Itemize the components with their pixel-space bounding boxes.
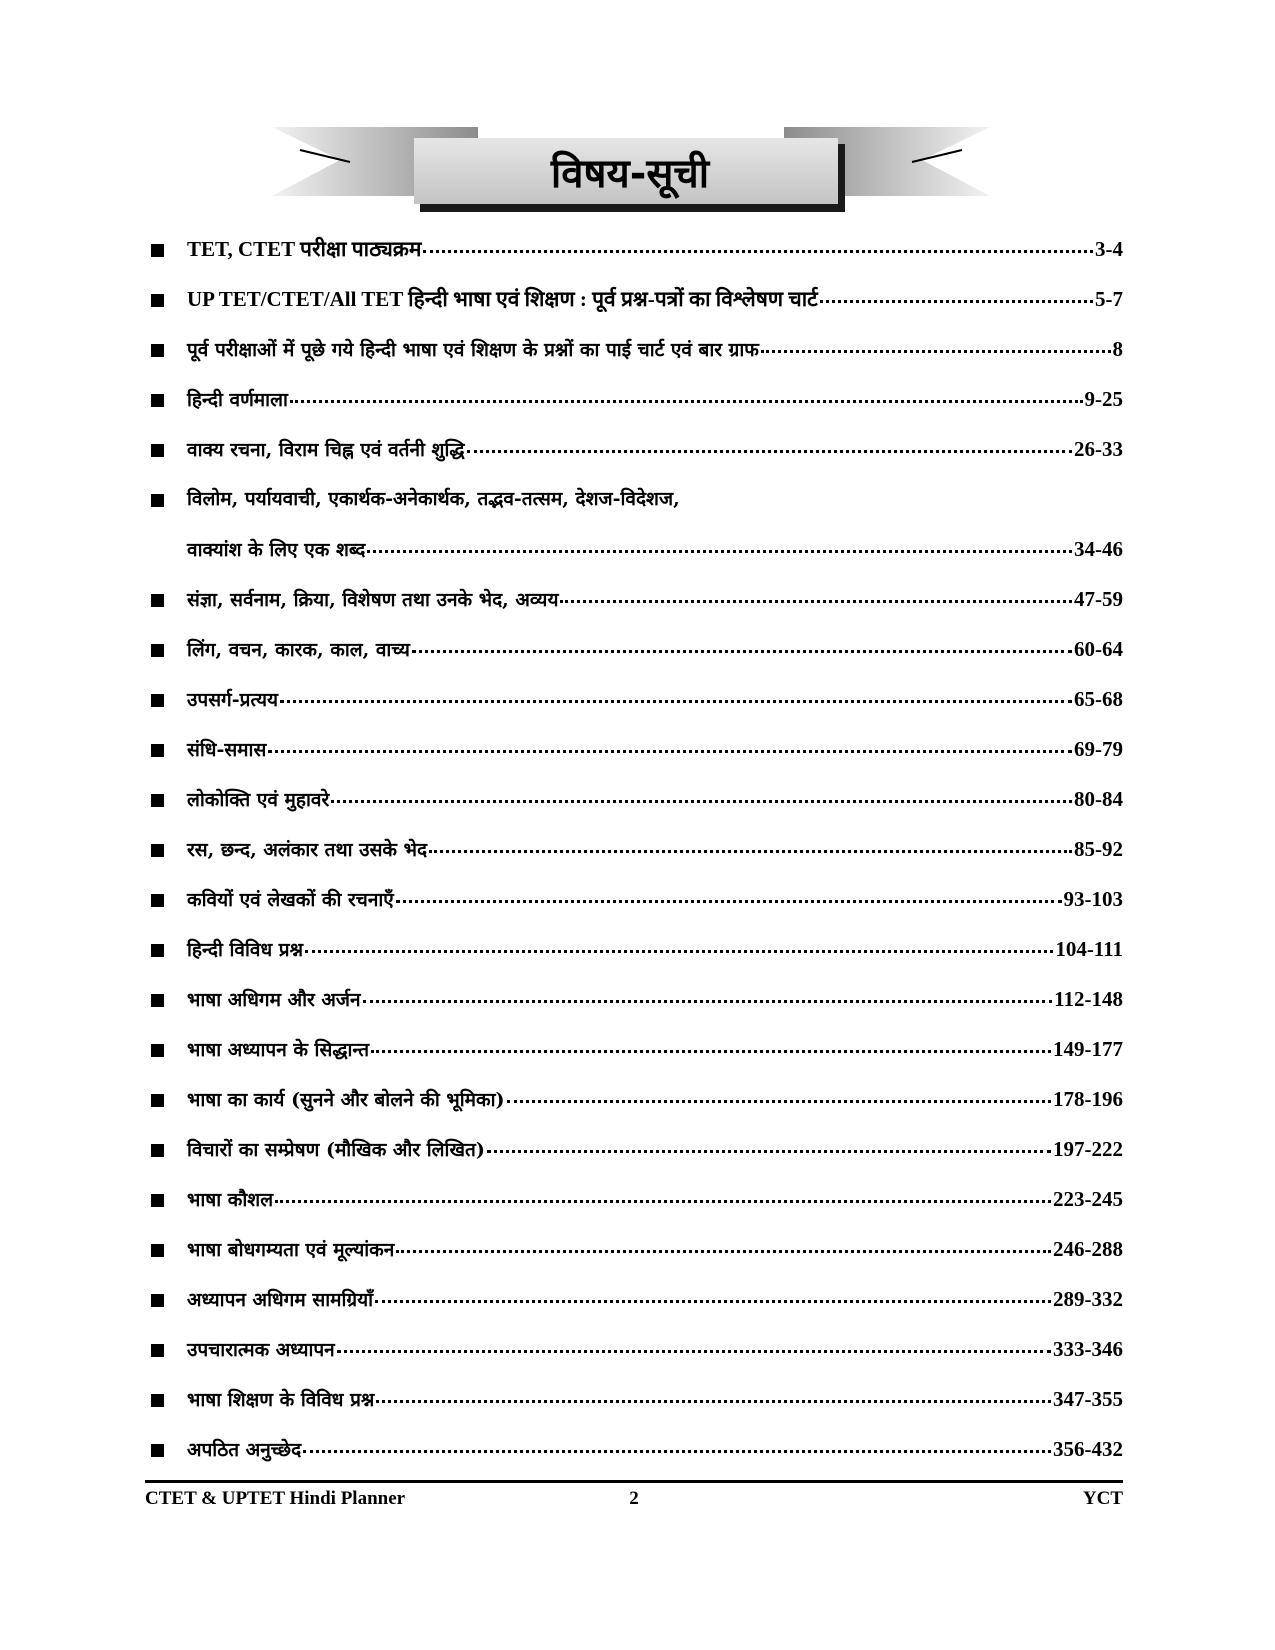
toc-item-pages: 246-288 [1053,1237,1123,1261]
toc-item-title: भाषा का कार्य (सुनने और बोलने की भूमिका) [187,1089,505,1111]
book-title: CTET & UPTET Hindi Planner [145,1488,406,1509]
toc-item-pages: 104-111 [1055,937,1123,961]
toc-item[interactable] [145,382,1123,432]
leader-dots [367,550,1072,553]
square-bullet-icon [151,644,164,657]
leader-dots [423,250,1093,253]
header-banner [0,0,1275,230]
toc-item[interactable] [145,1382,1123,1432]
toc-item-title-continued: वाक्यांश के लिए एक शब्द [187,539,366,561]
toc-item[interactable] [145,432,1123,482]
leader-dots [396,900,1062,903]
leader-dots [371,1050,1051,1053]
toc-item[interactable] [145,582,1123,632]
toc-item-pages: 112-148 [1054,987,1123,1011]
toc-item-title: रस, छन्द, अलंकार तथा उसके भेद [187,839,428,861]
toc-item-pages: 80-84 [1074,787,1123,811]
page-footer [145,1488,1123,1516]
toc-item-pages: 333-346 [1053,1337,1123,1361]
page-number: 2 [629,1488,639,1509]
toc-item-pages: 149-177 [1053,1037,1123,1061]
toc-item-pages: 47-59 [1074,587,1123,611]
square-bullet-icon [151,344,164,357]
toc-item[interactable] [145,1082,1123,1132]
leader-dots [396,1250,1051,1253]
toc-item-title: भाषा अध्यापन के सिद्धान्त [187,1039,370,1061]
toc-item-title: वाक्य रचना, विराम चिह्न एवं वर्तनी शुद्धि [187,439,465,461]
page-title: विषय-सूची [550,150,710,197]
toc-item-pages: 34-46 [1074,537,1123,561]
toc-item-pages: 26-33 [1074,437,1123,461]
leader-dots [331,800,1072,803]
toc-item[interactable] [145,1282,1123,1332]
toc-item-pages: 347-355 [1053,1387,1123,1411]
toc-item-pages: 8 [1112,337,1123,361]
table-of-contents [145,232,1123,1467]
toc-item[interactable] [145,932,1123,982]
leader-dots [337,1350,1051,1353]
leader-dots [820,300,1093,303]
toc-item[interactable] [145,1332,1123,1382]
leader-dots [375,1300,1051,1303]
square-bullet-icon [151,1244,164,1257]
leader-dots [507,1100,1051,1103]
toc-item-pages: 5-7 [1095,287,1123,311]
toc-item-pages: 85-92 [1074,837,1123,861]
square-bullet-icon [151,494,164,507]
square-bullet-icon [151,1044,164,1057]
square-bullet-icon [151,444,164,457]
leader-dots [376,1400,1051,1403]
leader-dots [560,600,1072,603]
toc-item-title: UP TET/CTET/All TET हिन्दी भाषा एवं शिक्षण : पूर्व प्रश्न-पत्रों का विश्लेषण चार्ट [187,287,818,311]
toc-item-title: भाषा शिक्षण के विविध प्रश्न [187,1389,375,1411]
toc-item-title: विचारों का सम्प्रेषण (मौखिक और लिखित) [187,1139,485,1161]
toc-item[interactable] [145,232,1123,282]
leader-dots [305,950,1053,953]
toc-item-title: TET, CTET परीक्षा पाठ्यक्रम [187,237,422,261]
leader-dots [280,700,1072,703]
toc-item-title: भाषा अधिगम और अर्जन [187,989,361,1011]
toc-item-pages: 178-196 [1053,1087,1123,1111]
toc-item-pages: 197-222 [1053,1137,1123,1161]
leader-dots [303,1450,1051,1453]
toc-item[interactable] [145,682,1123,732]
square-bullet-icon [151,1194,164,1207]
leader-dots [429,850,1072,853]
toc-item[interactable] [145,882,1123,932]
toc-item-title: हिन्दी वर्णमाला [187,389,288,411]
toc-item[interactable] [145,632,1123,682]
square-bullet-icon [151,844,164,857]
toc-item[interactable] [145,1132,1123,1182]
leader-dots [487,1150,1051,1153]
toc-item-title: हिन्दी विविध प्रश्न [187,939,304,961]
toc-item-title: उपचारात्मक अध्यापन [187,1339,335,1361]
leader-dots [363,1000,1053,1003]
toc-item[interactable] [145,832,1123,882]
toc-item[interactable] [145,1182,1123,1232]
toc-item[interactable] [145,982,1123,1032]
square-bullet-icon [151,1144,164,1157]
toc-item-title: भाषा बोधगम्यता एवं मूल्यांकन [187,1239,395,1261]
square-bullet-icon [151,244,164,257]
toc-item-pages: 9-25 [1084,387,1123,411]
leader-dots [290,400,1083,403]
square-bullet-icon [151,1444,164,1457]
toc-item-pages: 3-4 [1095,237,1123,261]
toc-item-title: पूर्व परीक्षाओं में पूछे गये हिन्दी भाषा एवं शिक्षण के प्रश्नों का पाई चार्ट एवं बार ग्राफ [187,339,759,361]
toc-item-pages: 69-79 [1074,737,1123,761]
toc-item[interactable] [145,1032,1123,1082]
square-bullet-icon [151,394,164,407]
toc-item-pages: 65-68 [1074,687,1123,711]
toc-item-title: विलोम, पर्यायवाची, एकार्थक-अनेकार्थक, तद्भव-तत्सम, देशज-विदेशज, [187,488,680,510]
square-bullet-icon [151,794,164,807]
toc-item[interactable] [145,1232,1123,1282]
toc-item-title: उपसर्ग-प्रत्यय [187,689,278,711]
toc-item-title: लोकोक्ति एवं मुहावरे [187,789,330,811]
leader-dots [268,750,1072,753]
square-bullet-icon [151,1094,164,1107]
square-bullet-icon [151,944,164,957]
square-bullet-icon [151,594,164,607]
square-bullet-icon [151,1294,164,1307]
square-bullet-icon [151,1394,164,1407]
toc-item-title: संज्ञा, सर्वनाम, क्रिया, विशेषण तथा उनके भेद, अव्यय [187,589,559,611]
square-bullet-icon [151,694,164,707]
toc-item-pages: 289-332 [1053,1287,1123,1311]
toc-item-pages: 93-103 [1063,887,1123,911]
square-bullet-icon [151,294,164,307]
toc-item-title: कवियों एवं लेखकों की रचनाएँ [187,889,394,911]
toc-item[interactable] [145,282,1123,332]
toc-item-title: लिंग, वचन, कारक, काल, वाच्य [187,639,410,661]
toc-item-title: संधि-समास [187,739,267,761]
leader-dots [467,450,1072,453]
leader-dots [275,1200,1051,1203]
footer-divider [145,1480,1123,1483]
publisher-name: YCT [1082,1488,1123,1509]
toc-item-title: भाषा कौशल [187,1189,274,1211]
toc-item-pages: 223-245 [1053,1187,1123,1211]
toc-item[interactable] [145,332,1123,382]
square-bullet-icon [151,994,164,1007]
toc-item[interactable] [145,782,1123,832]
square-bullet-icon [151,744,164,757]
toc-item-title: अध्यापन अधिगम सामग्रियाँ [187,1289,374,1311]
toc-item-pages: 60-64 [1074,637,1123,661]
toc-item-pages: 356-432 [1053,1437,1123,1461]
leader-dots [761,350,1111,353]
toc-item[interactable] [145,482,1123,582]
leader-dots [412,650,1072,653]
toc-item[interactable] [145,732,1123,782]
square-bullet-icon [151,894,164,907]
toc-item[interactable] [145,1432,1123,1467]
square-bullet-icon [151,1344,164,1357]
toc-item-title: अपठित अनुच्छेद [187,1439,302,1461]
